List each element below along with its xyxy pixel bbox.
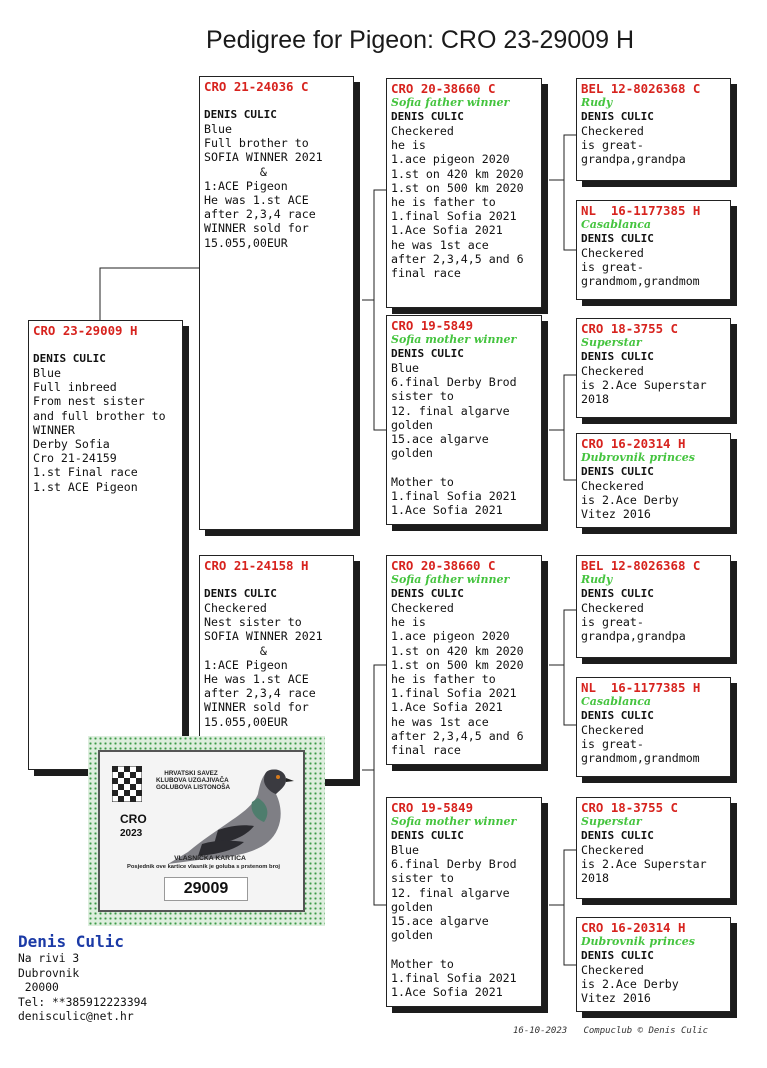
great-grandparent-card (576, 555, 731, 658)
great-grandparent-owner: DENIS CULIC (581, 829, 654, 842)
sire-details: Blue Full brother to SOFIA WINNER 2021 & 1:ACE Pigeon He was 1.st ACE after 2,3,4 race WINNER sold for 15.055,00EUR (204, 122, 323, 250)
connector-gp3-gg5 (549, 610, 576, 665)
connector-gp4-gg8 (564, 905, 576, 965)
pigeon-icon (158, 760, 298, 868)
owner-phone: Tel: **385912223394 (18, 995, 148, 1009)
great-grandparent-ring: CRO 16-20314 H (581, 436, 686, 451)
connector-sire-gp1 (362, 190, 386, 300)
great-grandparent-details: Checkered is 2.Ace Derby Vitez 2016 (581, 963, 679, 1006)
great-grandparent-nickname: Rudy (581, 573, 613, 586)
subject-owner: DENIS CULIC (33, 352, 106, 365)
owner-contact (18, 932, 147, 1025)
grandparent-nickname: Sofia mother winner (391, 815, 517, 828)
grandparent-nickname: Sofia mother winner (391, 333, 517, 346)
grandparent-details: Blue 6.final Derby Brod sister to 12. final algarve golden 15.ace algarve golden Mother to 1.final Sofia 2021 1.Ace Sofia 2021 (391, 361, 517, 518)
owner-city: Dubrovnik (18, 966, 80, 980)
great-grandparent-nickname: Dubrovnik princes (581, 935, 695, 948)
subject-ring: CRO 23-29009 H (33, 323, 138, 338)
subject-card (28, 320, 183, 770)
connector-gp2-gg4 (564, 430, 576, 480)
dam-ring: CRO 21-24158 H (204, 558, 309, 573)
ownership-card-title: VLASNIČKA KARTICA (174, 855, 246, 862)
grandparent-card (386, 555, 542, 765)
great-grandparent-owner: DENIS CULIC (581, 232, 654, 245)
page-title: Pedigree for Pigeon: CRO 23-29009 H (206, 26, 635, 54)
dam-owner: DENIS CULIC (204, 587, 277, 600)
owner-name: Denis Culic (18, 932, 124, 951)
great-grandparent-card (576, 677, 731, 777)
great-grandparent-nickname: Rudy (581, 96, 613, 109)
great-grandparent-card (576, 78, 731, 181)
great-grandparent-ring: BEL 12-8026368 C (581, 81, 701, 96)
subject-details: Blue Full inbreed From nest sister and full brother to WINNER Derby Sofia Cro 21-24159 1.st Final race 1.st ACE Pigeon (33, 366, 166, 494)
grandparent-ring: CRO 20-38660 C (391, 81, 496, 96)
great-grandparent-ring: NL 16-1177385 H (581, 680, 701, 695)
grandparent-owner: DENIS CULIC (391, 829, 464, 842)
sire-ring: CRO 21-24036 C (204, 79, 309, 94)
great-grandparent-details: Checkered is 2.Ace Superstar 2018 (581, 364, 707, 407)
great-grandparent-ring: CRO 18-3755 C (581, 800, 678, 815)
great-grandparent-card (576, 797, 731, 899)
grandparent-card (386, 315, 542, 525)
grandparent-ring: CRO 19-5849 (391, 800, 474, 815)
grandparent-details: Checkered he is 1.ace pigeon 2020 1.st on 420 km 2020 1.st on 500 km 2020 he is father to 1.final Sofia 2021 1.Ace Sofia 2021 he was 1st ace after 2,3,4,5 and 6 final race (391, 601, 524, 758)
great-grandparent-ring: BEL 12-8026368 C (581, 558, 701, 573)
great-grandparent-owner: DENIS CULIC (581, 465, 654, 478)
great-grandparent-nickname: Superstar (581, 815, 642, 828)
great-grandparent-card (576, 917, 731, 1012)
connector-dam-gp4 (374, 770, 386, 905)
great-grandparent-nickname: Dubrovnik princes (581, 451, 695, 464)
owner-address: Na rivi 3 (18, 952, 80, 965)
ownership-card-org: HRVATSKI SAVEZ KLUBOVA UZGAJIVAČA GOLUBOVA LISTONOŠA (156, 770, 231, 792)
grandparent-details: Blue 6.final Derby Brod sister to 12. final algarve golden 15.ace algarve golden Mother to 1.final Sofia 2021 1.Ace Sofia 2021 (391, 843, 517, 1000)
great-grandparent-ring: NL 16-1177385 H (581, 203, 701, 218)
great-grandparent-owner: DENIS CULIC (581, 709, 654, 722)
ownership-card-number: 29009 (164, 877, 248, 901)
connector-subject-sire (100, 268, 200, 320)
owner-zip: 20000 (18, 981, 59, 995)
great-grandparent-nickname: Casablanca (581, 695, 652, 708)
crest-icon (112, 766, 142, 802)
dam-details: Checkered Nest sister to SOFIA WINNER 2021 & 1:ACE Pigeon He was 1.st ACE after 2,3,4 race WINNER sold for 15.055,00EUR (204, 601, 323, 729)
grandparent-ring: CRO 19-5849 (391, 318, 474, 333)
great-grandparent-owner: DENIS CULIC (581, 350, 654, 363)
great-grandparent-owner: DENIS CULIC (581, 110, 654, 123)
connector-gp2-gg3 (549, 375, 576, 430)
ownership-card-inner (98, 750, 305, 912)
footer-credit: 16-10-2023 Compuclub © Denis Culic (513, 1026, 709, 1036)
connector-gp4-gg7 (549, 850, 576, 905)
great-grandparent-ring: CRO 18-3755 C (581, 321, 678, 336)
connector-sire-gp2 (374, 300, 386, 430)
ownership-card-country: CRO (120, 812, 147, 826)
great-grandparent-nickname: Casablanca (581, 218, 652, 231)
great-grandparent-details: Checkered is great- grandpa,grandpa (581, 601, 686, 644)
connector-gp1-gg1 (549, 135, 576, 180)
connector-gp3-gg6 (564, 665, 576, 725)
great-grandparent-details: Checkered is 2.Ace Derby Vitez 2016 (581, 479, 679, 522)
grandparent-owner: DENIS CULIC (391, 587, 464, 600)
grandparent-owner: DENIS CULIC (391, 347, 464, 360)
grandparent-nickname: Sofia father winner (391, 573, 510, 586)
great-grandparent-details: Checkered is great- grandpa,grandpa (581, 124, 686, 167)
connector-gp1-gg2 (564, 180, 576, 250)
ownership-card-note: Posjednik ove kartice vlasnik je goluba s prstenom broj (126, 864, 281, 870)
great-grandparent-owner: DENIS CULIC (581, 587, 654, 600)
great-grandparent-card (576, 200, 731, 300)
ownership-card (88, 736, 325, 926)
great-grandparent-card (576, 433, 731, 528)
grandparent-owner: DENIS CULIC (391, 110, 464, 123)
grandparent-ring: CRO 20-38660 C (391, 558, 496, 573)
sire-owner: DENIS CULIC (204, 108, 277, 121)
owner-email: denisculic@net.hr (18, 1010, 134, 1024)
grandparent-card (386, 78, 542, 308)
great-grandparent-details: Checkered is great- grandmom,grandmom (581, 246, 700, 289)
great-grandparent-owner: DENIS CULIC (581, 949, 654, 962)
grandparent-card (386, 797, 542, 1007)
great-grandparent-ring: CRO 16-20314 H (581, 920, 686, 935)
grandparent-nickname: Sofia father winner (391, 96, 510, 109)
great-grandparent-details: Checkered is great- grandmom,grandmom (581, 723, 700, 766)
great-grandparent-details: Checkered is 2.Ace Superstar 2018 (581, 843, 707, 886)
connector-dam-gp3 (362, 665, 386, 770)
great-grandparent-card (576, 318, 731, 418)
grandparent-details: Checkered he is 1.ace pigeon 2020 1.st on 420 km 2020 1.st on 500 km 2020 he is father to 1.final Sofia 2021 1.Ace Sofia 2021 he was 1st ace after 2,3,4,5 and 6 final race (391, 124, 524, 281)
sire-card (199, 76, 354, 530)
great-grandparent-nickname: Superstar (581, 336, 642, 349)
ownership-card-year: 2023 (120, 828, 143, 839)
